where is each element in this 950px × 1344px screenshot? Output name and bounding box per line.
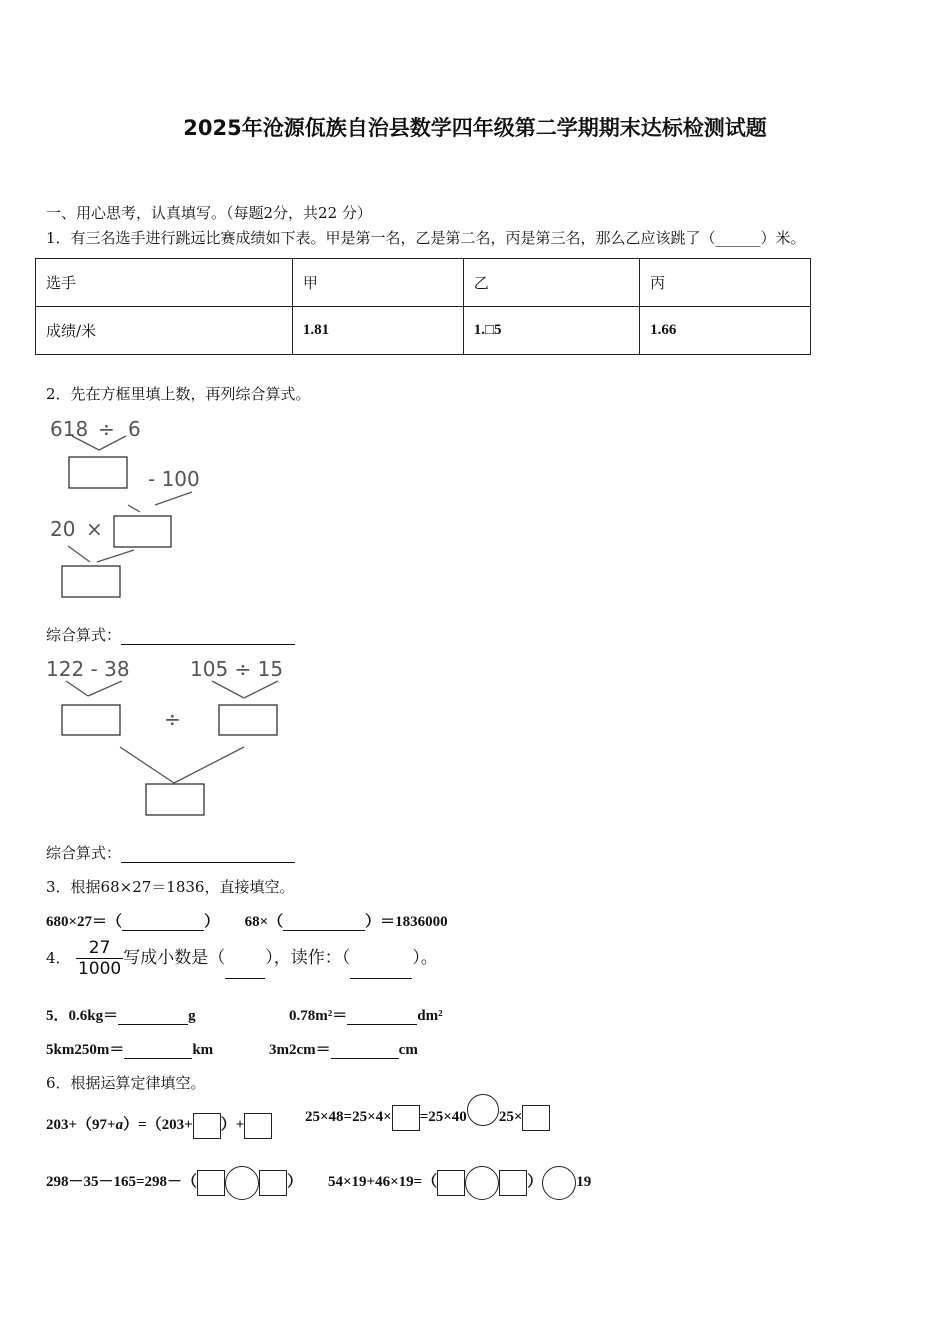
answer-circle[interactable] xyxy=(465,1166,499,1200)
unit-text: dm² xyxy=(417,1008,443,1024)
answer-box[interactable] xyxy=(437,1170,465,1196)
score-table xyxy=(35,258,811,355)
question-3-blanks xyxy=(46,910,448,931)
expression-text: =25×40 xyxy=(419,1109,467,1125)
page-title: 2025年沧源佤族自治县数学四年级第二学期期末达标检测试题 xyxy=(183,116,767,140)
unit-text: g xyxy=(188,1008,196,1024)
answer-box[interactable] xyxy=(197,1170,225,1196)
table-cell: 甲 xyxy=(292,259,463,307)
answer-box[interactable] xyxy=(259,1170,287,1196)
tree-number: 618 xyxy=(50,417,89,441)
variable-text: a xyxy=(115,1117,124,1133)
tree-operator: ÷ xyxy=(98,417,115,441)
tree-expression: 122 - 38 xyxy=(46,657,130,681)
expression-text: ）＝1836000 xyxy=(365,914,448,930)
expression-text: ） xyxy=(204,914,220,930)
table-cell: 1.□5 xyxy=(463,307,639,355)
expression-text: 19 xyxy=(576,1174,592,1190)
unit-text: cm xyxy=(398,1042,418,1058)
answer-box xyxy=(146,784,204,815)
answer-box[interactable] xyxy=(244,1113,272,1139)
answer-box xyxy=(69,457,127,488)
fraction-denominator: 1000 xyxy=(77,959,122,979)
question-3: 3．根据68×27＝1836，直接填空。 xyxy=(46,878,295,896)
question-5-line1b xyxy=(289,1004,443,1025)
answer-blank[interactable] xyxy=(124,1041,192,1059)
formula-label: 综合算式： xyxy=(46,844,122,862)
expression-text: 5km250m＝ xyxy=(46,1042,125,1058)
section-heading: 一、用心思考，认真填写。（每题2分，共22 分） xyxy=(46,204,372,222)
answer-box xyxy=(62,705,120,735)
tree-operator: ÷ xyxy=(164,707,181,731)
question-number: 4． xyxy=(46,949,71,967)
expression-text: 54×19+46×19=（ xyxy=(328,1174,438,1190)
question-text: 写成小数是（ xyxy=(123,948,226,968)
expression-text: ） xyxy=(287,1174,303,1190)
expression-text: 5．0.6kg＝ xyxy=(46,1008,119,1024)
answer-box xyxy=(62,566,120,597)
expression-text: ）=（203+ xyxy=(123,1117,193,1133)
answer-box xyxy=(219,705,277,735)
answer-box[interactable] xyxy=(392,1105,420,1131)
expression-text: 3m2cm＝ xyxy=(269,1042,331,1058)
table-row xyxy=(36,259,811,307)
formula-label: 综合算式： xyxy=(46,626,122,644)
answer-blank[interactable] xyxy=(283,913,365,931)
question-4 xyxy=(46,938,438,979)
answer-box[interactable] xyxy=(522,1105,550,1131)
table-cell: 乙 xyxy=(463,259,639,307)
answer-box[interactable] xyxy=(193,1113,221,1139)
expression-text: ）+ xyxy=(220,1117,245,1133)
question-6-row1b xyxy=(305,1100,550,1134)
answer-circle[interactable] xyxy=(467,1094,499,1126)
table-cell: 丙 xyxy=(640,259,811,307)
tree-expression: 105 ÷ 15 xyxy=(190,657,284,681)
table-cell: 成绩/米 xyxy=(36,307,293,355)
answer-blank[interactable] xyxy=(118,1007,188,1025)
question-5-line2 xyxy=(46,1038,213,1059)
tree-operator: - 100 xyxy=(148,467,200,491)
question-6-row2a xyxy=(46,1162,302,1202)
question-text: ）。 xyxy=(412,948,438,968)
answer-blank[interactable] xyxy=(347,1007,417,1025)
tree-operator: × xyxy=(86,517,103,541)
tree-number: 6 xyxy=(128,417,141,441)
answer-blank[interactable] xyxy=(225,958,265,979)
expression-text: 25×48=25×4× xyxy=(305,1109,392,1125)
expression-text: ） xyxy=(527,1174,543,1190)
table-row xyxy=(36,307,811,355)
expression-text: 68×（ xyxy=(244,914,284,930)
fraction xyxy=(76,938,123,979)
expression-text: 0.78m²＝ xyxy=(289,1008,348,1024)
question-5-line2b xyxy=(269,1038,418,1059)
expression-text: 680×27＝（ xyxy=(46,914,123,930)
unit-text: km xyxy=(192,1042,214,1058)
answer-box[interactable] xyxy=(499,1170,527,1196)
table-cell: 选手 xyxy=(36,259,293,307)
answer-blank[interactable] xyxy=(121,844,295,863)
tree-number: 20 xyxy=(50,517,76,541)
question-6-row2b xyxy=(328,1162,591,1202)
expression-text: 298－35－165=298－（ xyxy=(46,1174,198,1190)
answer-circle[interactable] xyxy=(542,1166,576,1200)
table-cell: 1.66 xyxy=(640,307,811,355)
expression-text: 203+（97+ xyxy=(46,1117,116,1133)
formula-line xyxy=(46,624,295,645)
question-text: ），读作：（ xyxy=(265,948,351,968)
formula-line xyxy=(46,842,295,863)
question-6: 6．根据运算定律填空。 xyxy=(46,1074,206,1092)
answer-blank[interactable] xyxy=(331,1041,399,1059)
question-5-line1 xyxy=(46,1004,196,1025)
answer-blank[interactable] xyxy=(350,958,412,979)
table-cell: 1.81 xyxy=(292,307,463,355)
answer-box xyxy=(114,516,171,547)
expression-text: 25× xyxy=(498,1109,523,1125)
answer-blank[interactable] xyxy=(122,913,204,931)
answer-blank[interactable] xyxy=(121,626,295,645)
question-6-row1a xyxy=(46,1108,272,1142)
answer-circle[interactable] xyxy=(225,1166,259,1200)
question-2: 2．先在方框里填上数，再列综合算式。 xyxy=(46,385,311,403)
fraction-numerator: 27 xyxy=(76,938,123,959)
question-1: 1．有三名选手进行跳远比赛成绩如下表。甲是第一名，乙是第二名，丙是第三名，那么乙应该跳了（______）米。 xyxy=(46,229,806,247)
